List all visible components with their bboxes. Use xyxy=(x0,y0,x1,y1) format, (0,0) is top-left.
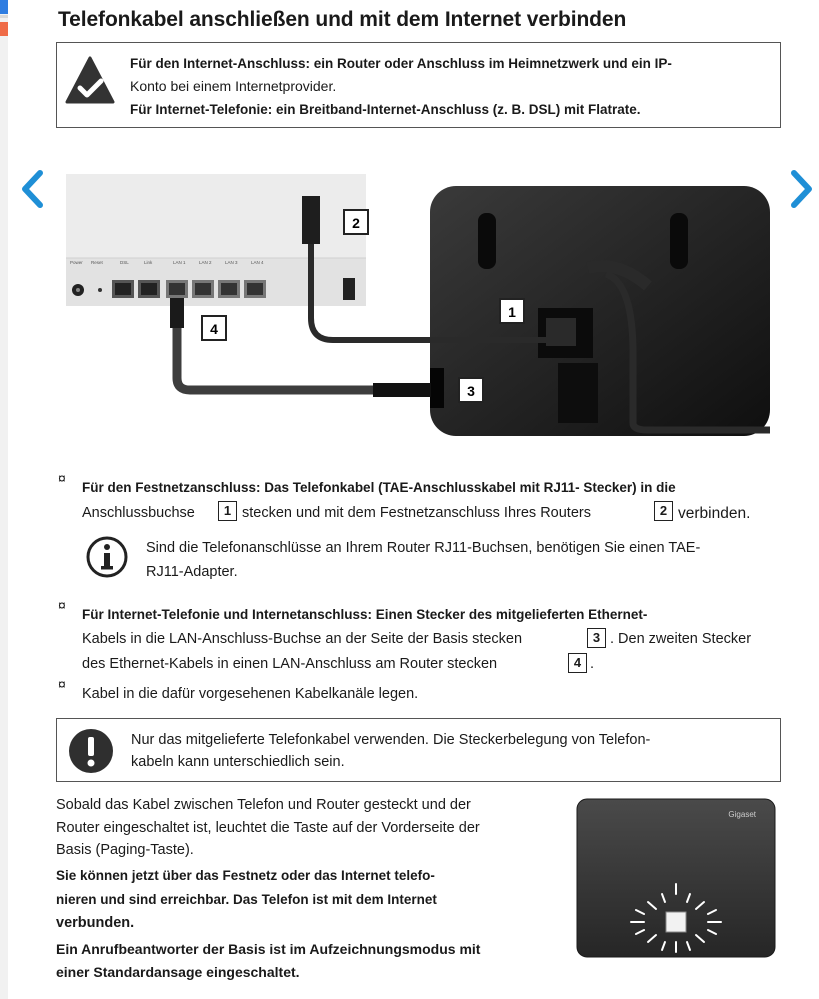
step1-post: verbinden. xyxy=(678,505,751,522)
callout-1 xyxy=(500,299,524,323)
router-label-link: Link xyxy=(144,260,153,265)
side-tab-blue[interactable] xyxy=(0,0,8,14)
paging-key xyxy=(666,912,686,932)
router-label-lan2: LAN 2 xyxy=(199,260,212,265)
step2-line3: des Ethernet-Kabels in einen LAN-Anschluss am Router stecken xyxy=(82,656,498,672)
router-label-power: Power xyxy=(70,260,83,265)
router-label-lan3: LAN 3 xyxy=(225,260,238,265)
left-rail xyxy=(0,0,8,999)
warning-line2: kabeln kann unterschiedlich sein. xyxy=(131,754,345,770)
side-tab-divider xyxy=(0,15,8,18)
previous-arrow-icon[interactable] xyxy=(18,168,48,210)
callout-3 xyxy=(459,378,483,402)
step1-pre: Anschlussbuchse xyxy=(82,505,195,521)
router-label-lan4: LAN 4 xyxy=(251,260,264,265)
info-icon xyxy=(85,535,129,579)
requirement-internet: Für den Internet-Anschluss: ein Router oder Anschluss im Heimnetzwerk und ein IP- xyxy=(130,56,672,71)
ref-3-box: 3 xyxy=(587,628,606,648)
step1-mid: stecken und mit dem Festnetzanschluss Ihres Routers xyxy=(242,505,591,521)
connection-diagram xyxy=(58,168,778,453)
warning-line1: Nur das mitgelieferte Telefonkabel verwenden. Die Steckerbelegung von Telefon- xyxy=(131,732,651,748)
requirements-text xyxy=(130,52,770,121)
closing-p2-line1: Sie können jetzt über das Festnetz oder das Internet telefo- xyxy=(56,868,435,883)
svg-text:1: 1 xyxy=(508,304,516,320)
bullet-step-1: ¤ xyxy=(58,470,66,486)
svg-text:4: 4 xyxy=(210,321,218,337)
callout-4 xyxy=(202,316,226,340)
ref-2-box: 2 xyxy=(654,501,673,521)
warning-box xyxy=(56,718,781,782)
brand-label: Gigaset xyxy=(728,810,756,819)
info-line2: RJ11-Adapter. xyxy=(146,564,238,580)
step2-line2-post: . Den zweiten Stecker xyxy=(610,631,752,647)
step2-line2: Kabels in die LAN-Anschluss-Buchse an der Seite der Basis stecken xyxy=(82,631,523,647)
svg-text:3: 3 xyxy=(467,383,475,399)
info-line1: Sind die Telefonanschlüsse an Ihrem Router RJ11-Buchsen, benötigen Sie einen TAE- xyxy=(146,540,701,556)
router-label-reset: Reset xyxy=(91,260,103,265)
step2-line1: Für Internet-Telefonie und Internetanschluss: Einen Stecker des mitgelieferten Ethernet- xyxy=(82,607,648,622)
closing-p1-line3: Basis (Paging-Taste). xyxy=(56,842,194,858)
closing-p3-line2: einer Standardansage eingeschaltet. xyxy=(56,964,300,980)
router-label-dsl: DSL xyxy=(120,260,129,265)
step3-text: Kabel in die dafür vorgesehenen Kabelkanäle legen. xyxy=(82,686,419,702)
page-title: Telefonkabel anschließen und mit dem Internet verbinden xyxy=(58,8,627,31)
ref-1-box: 1 xyxy=(218,501,237,521)
next-arrow-icon[interactable] xyxy=(786,168,816,210)
bullet-step-2: ¤ xyxy=(58,597,66,613)
requirements-box xyxy=(56,42,781,128)
step1-line1: Für den Festnetzanschluss: Das Telefonkabel (TAE-Anschlusskabel mit RJ11- Stecker) in die xyxy=(82,480,676,495)
step2-line3-post: . xyxy=(590,656,595,672)
closing-p3-line1: Ein Anrufbeantworter der Basis ist im Aufzeichnungsmodus mit xyxy=(56,941,481,957)
callout-2 xyxy=(344,210,368,234)
exclamation-icon xyxy=(68,728,114,774)
warning-text xyxy=(131,729,751,773)
closing-p2-line3: verbunden. xyxy=(56,915,135,931)
base-station-image xyxy=(576,798,776,958)
router-label-lan1: LAN 1 xyxy=(173,260,186,265)
bullet-step-3: ¤ xyxy=(58,676,66,692)
closing-p1-line1: Sobald das Kabel zwischen Telefon und Router gesteckt und der xyxy=(56,797,471,813)
svg-text:2: 2 xyxy=(352,215,360,231)
requirement-internet-cont: Konto bei einem Internetprovider. xyxy=(130,78,337,94)
router-image xyxy=(66,174,366,306)
requirement-voip: Für Internet-Telefonie: ein Breitband-Internet-Anschluss (z. B. DSL) mit Flatrate. xyxy=(130,102,641,117)
closing-p1-line2: Router eingeschaltet ist, leuchtet die Taste auf der Vorderseite der xyxy=(56,820,480,836)
closing-p2-line2: nieren und sind erreichbar. Das Telefon ist mit dem Internet xyxy=(56,892,437,907)
side-tab-orange[interactable] xyxy=(0,22,8,36)
ref-4-box: 4 xyxy=(568,653,587,673)
checkmark-warning-icon xyxy=(65,56,115,106)
